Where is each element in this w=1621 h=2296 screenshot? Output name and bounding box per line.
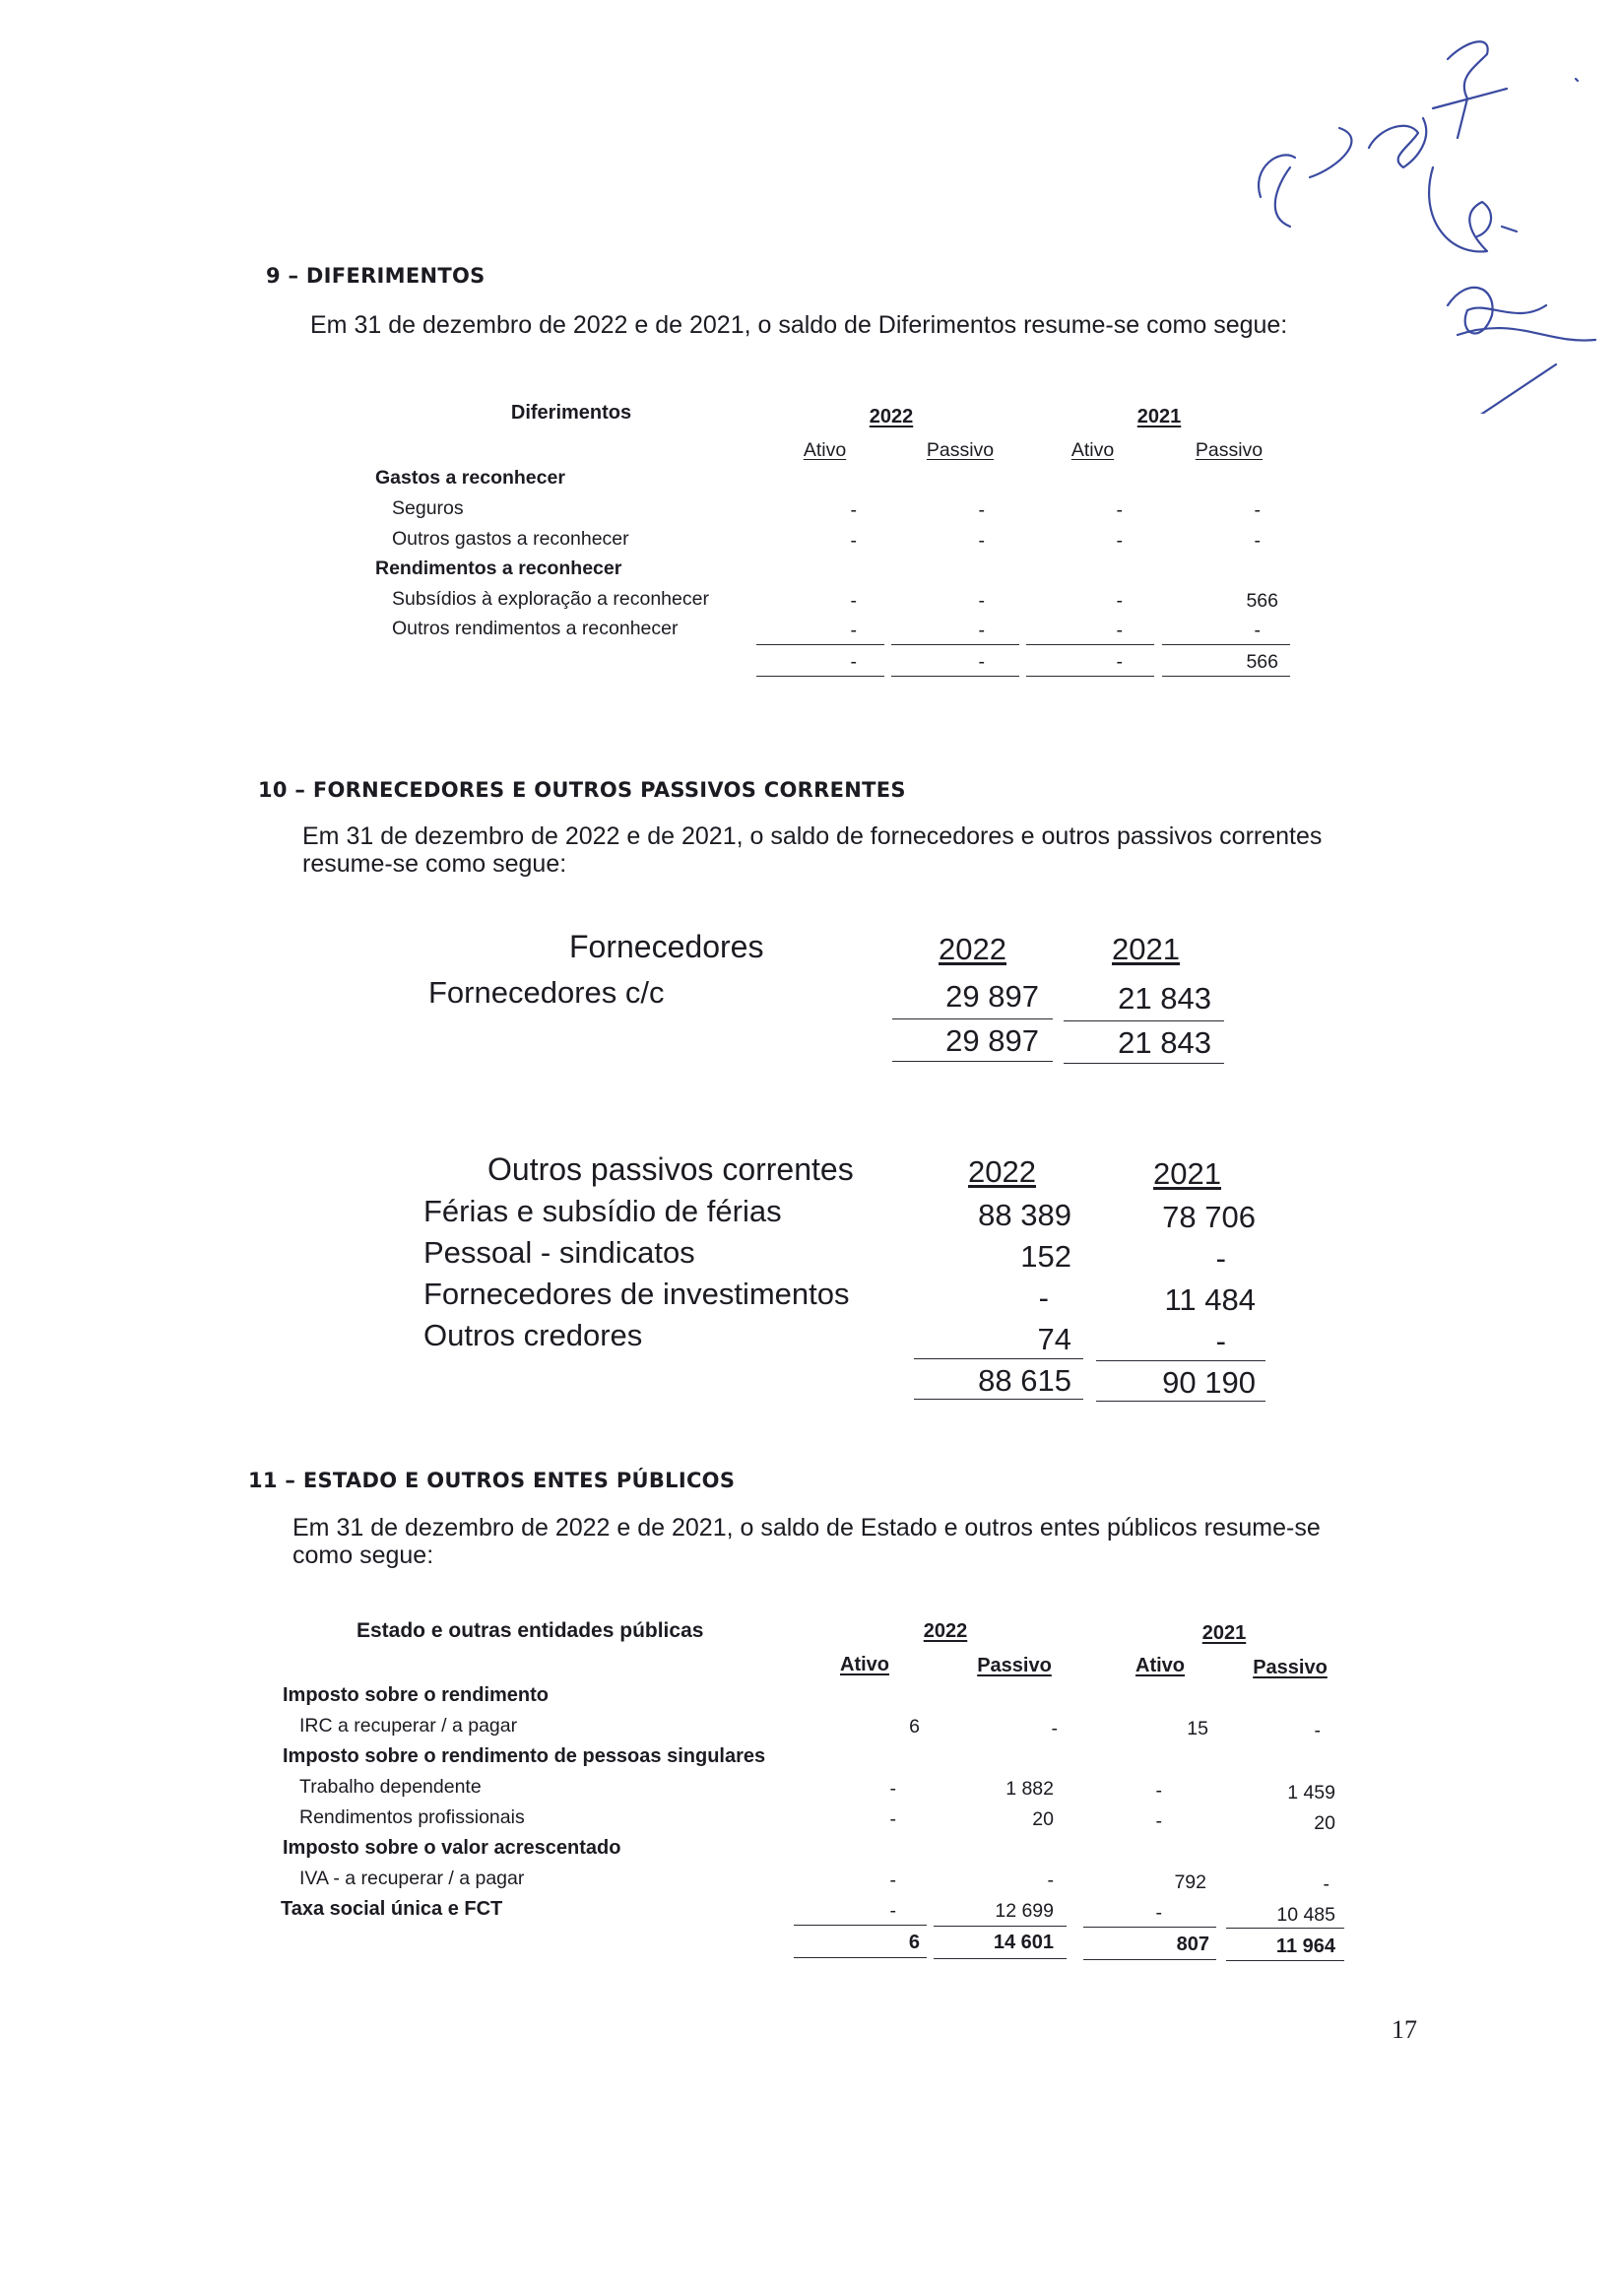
table-cell: - [1314,1720,1321,1741]
rule [1096,1401,1265,1402]
table-total-cell: 14 601 [993,1932,1054,1953]
section-intro-line: Em 31 de dezembro de 2022 e de 2021, o saldo de Estado e outros entes públicos resume-se [292,1514,1321,1542]
table-cell: - [1155,1810,1162,1832]
column-header: Ativo [1135,1655,1185,1676]
table-row-label: Rendimentos a reconhecer [375,558,622,579]
table-cell: 10 485 [1276,1904,1335,1926]
year-header: 2021 [1153,1156,1221,1191]
table-cell: 15 [1187,1718,1208,1739]
column-header: Passivo [1253,1657,1328,1678]
table-cell: - [850,499,857,521]
rule [1064,1063,1224,1064]
table-cell: - [850,530,857,552]
table-cell: 20 [1032,1808,1054,1830]
table-row-label: Outros gastos a reconhecer [392,528,629,550]
table-cell: 152 [1020,1239,1071,1274]
section-intro-diferimentos: Em 31 de dezembro de 2022 e de 2021, o saldo de Diferimentos resume-se como segue: [310,311,1288,339]
section-intro-line: como segue: [292,1542,434,1569]
rule [1162,676,1290,677]
year-header: 2022 [869,406,914,427]
table-total-cell: 88 615 [978,1363,1071,1398]
column-header: Passivo [1195,439,1264,461]
table-total-cell: 21 843 [1118,1025,1211,1060]
year-header: 2022 [923,1620,968,1642]
table-total-cell: 566 [1246,651,1278,673]
table-cell: - [1116,590,1123,612]
table-cell: 6 [909,1716,920,1738]
column-header: Passivo [977,1655,1052,1676]
rule [1226,1960,1344,1961]
table-row-label: Fornecedores de investimentos [423,1277,850,1311]
table-cell: - [1116,620,1123,641]
rule [934,1926,1067,1927]
column-header: Passivo [926,439,995,461]
year-header: 2022 [939,932,1006,966]
table-cell: - [889,1900,896,1922]
column-header: Ativo [803,439,847,461]
rule [1083,1959,1216,1960]
table-total-cell: - [1116,651,1123,673]
table-cell: - [889,1778,896,1800]
rule [1162,644,1290,645]
table-cell: - [1254,499,1261,521]
table-cell: - [1323,1873,1329,1895]
section-heading-estado: 11 – ESTADO E OUTROS ENTES PÚBLICOS [248,1469,736,1492]
rule [794,1925,927,1926]
table-row-label: Seguros [392,497,464,519]
table-title: Fornecedores [569,929,764,964]
table-title: Outros passivos correntes [487,1151,854,1187]
rule [934,1958,1067,1959]
table-cell: 29 897 [945,979,1039,1014]
rule [891,676,1019,677]
table-row-label: Gastos a reconhecer [375,467,565,489]
table-cell: - [850,620,857,641]
rule [892,1061,1053,1062]
table-total-cell: - [850,651,857,673]
section-intro-line: Em 31 de dezembro de 2022 e de 2021, o saldo de fornecedores e outros passivos correntes [302,822,1323,850]
table-cell: - [1254,530,1261,552]
table-total-cell: - [978,651,985,673]
column-header: Ativo [1070,439,1115,461]
section-heading-diferimentos: 9 – DIFERIMENTOS [266,264,486,288]
rule [1064,1020,1224,1021]
table-row-label: IVA - a recuperar / a pagar [299,1868,525,1889]
rule [891,644,1019,645]
table-cell: 11 484 [1164,1282,1256,1317]
handwritten-signatures [1221,20,1605,414]
table-cell: - [1215,1324,1226,1358]
column-header: Ativo [840,1654,889,1675]
table-title: Estado e outras entidades públicas [357,1619,704,1642]
table-total-cell: 90 190 [1162,1365,1256,1400]
table-row-label: Pessoal - sindicatos [423,1235,695,1270]
table-row-label: Imposto sobre o rendimento de pessoas singulares [283,1745,766,1767]
rule [1026,676,1154,677]
table-row-label: Férias e subsídio de férias [423,1194,782,1228]
rule [1083,1927,1216,1928]
table-total-cell: 11 964 [1275,1935,1335,1957]
table-cell: - [978,499,985,521]
table-cell: 12 699 [995,1900,1054,1922]
table-cell: - [850,590,857,612]
rule [794,1957,927,1958]
table-cell: 792 [1174,1871,1206,1893]
table-cell: - [978,620,985,641]
table-cell: - [889,1870,896,1891]
section-heading-fornecedores: 10 – FORNECEDORES E OUTROS PASSIVOS CORRENTES [258,778,906,802]
table-row-label: Subsídios à exploração a reconhecer [392,588,709,610]
table-cell: - [1038,1280,1049,1315]
table-cell: - [889,1808,896,1830]
table-cell: 1 882 [1005,1778,1054,1800]
table-cell: 74 [1037,1322,1071,1356]
table-row-label: Fornecedores c/c [428,975,665,1010]
table-cell: - [1047,1870,1054,1891]
rule [914,1358,1083,1359]
table-cell: - [1116,530,1123,552]
table-total-cell: 807 [1176,1934,1209,1955]
table-cell: - [978,590,985,612]
rule [1026,644,1154,645]
year-header: 2022 [968,1154,1036,1189]
year-header: 2021 [1136,406,1182,427]
table-cell: - [1254,620,1261,641]
table-cell: 566 [1246,590,1278,612]
table-row-label: Outros credores [423,1318,643,1352]
rule [1096,1360,1265,1361]
table-cell: 78 706 [1162,1200,1256,1234]
table-row-label: Imposto sobre o rendimento [283,1684,550,1706]
table-total-cell: 6 [908,1932,920,1953]
section-intro-line: resume-se como segue: [302,850,567,878]
rule [756,676,884,677]
table-cell: - [978,530,985,552]
page-number: 17 [1392,2015,1417,2044]
table-cell: 1 459 [1287,1782,1335,1804]
table-row-label: Outros rendimentos a reconhecer [392,618,679,639]
table-row-label: Rendimentos profissionais [299,1806,525,1828]
rule [892,1018,1053,1019]
year-header: 2021 [1112,932,1180,966]
table-cell: 21 843 [1118,981,1211,1016]
year-header: 2021 [1201,1622,1247,1644]
table-total-cell: 29 897 [945,1023,1039,1058]
table-row-label: Taxa social única e FCT [281,1898,503,1920]
rule [1226,1928,1344,1929]
table-cell: - [1051,1718,1058,1739]
table-row-label: Imposto sobre o valor acrescentado [283,1837,621,1859]
table-cell: - [1155,1902,1162,1924]
table-cell: 20 [1314,1812,1335,1834]
table-cell: - [1155,1780,1162,1802]
table-cell: - [1215,1241,1226,1276]
rule [756,644,884,645]
table-cell: - [1116,499,1123,521]
table-row-label: IRC a recuperar / a pagar [299,1715,518,1737]
table-row-label: Trabalho dependente [299,1776,482,1798]
rule [914,1399,1083,1400]
table-title: Diferimentos [510,402,632,424]
table-cell: 88 389 [978,1198,1071,1232]
